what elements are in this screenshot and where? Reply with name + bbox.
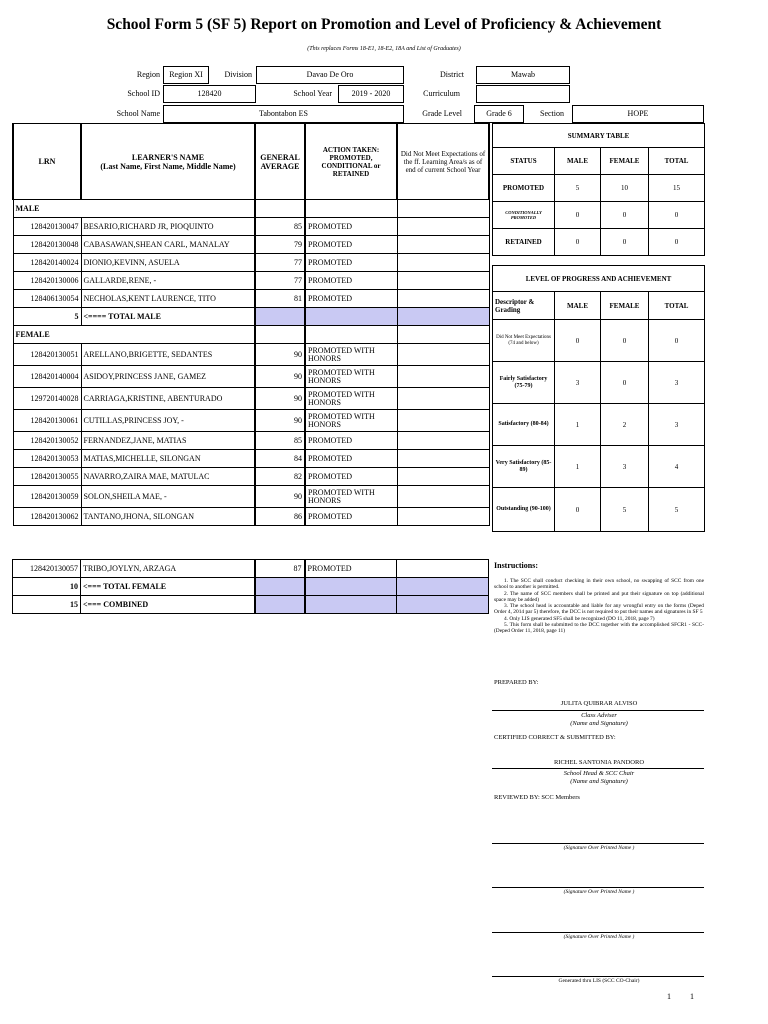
action-taken-cell: PROMOTED (305, 432, 397, 450)
lrn-cell: 128420130047 (13, 218, 81, 236)
form-subtitle: (This replaces Forms 18-E1, 18-E2, 18A and List of Graduates) (307, 46, 461, 52)
progress-female: 0 (601, 320, 649, 362)
total-female-count: 10 (13, 578, 81, 596)
progress-total: 3 (649, 404, 705, 446)
table-row (13, 272, 489, 290)
action-taken-cell: PROMOTED (305, 468, 397, 486)
not-met-cell (397, 290, 489, 308)
lrn-cell: 128420130051 (13, 344, 81, 366)
learner-name-cell: DIONIO,KEVINN, ASUELA (81, 254, 255, 272)
school-head-signature-line (492, 768, 704, 769)
general-average-cell: 90 (255, 486, 305, 508)
page-total: 1 (690, 992, 694, 1001)
general-average-cell: 79 (255, 236, 305, 254)
summary-status: RETAINED (493, 229, 555, 256)
table-row (13, 254, 489, 272)
learner-name-cell: NAVARRO,ZAIRA MAE, MATULAC (81, 468, 255, 486)
progress-male: 0 (555, 320, 601, 362)
not-met-cell (397, 468, 489, 486)
school-name-label: School Name (116, 109, 160, 118)
table-row (13, 450, 489, 468)
summary-total: 0 (649, 229, 705, 256)
lrn-cell: 128420130048 (13, 236, 81, 254)
not-met-cell (397, 388, 489, 410)
not-met-cell (397, 508, 489, 526)
school-name-value: Tabontabon ES (163, 105, 404, 123)
instructions-title: Instructions: (494, 561, 539, 570)
general-average-cell: 87 (255, 560, 305, 578)
learners-table (12, 123, 490, 526)
progress-title: LEVEL OF PROGRESS AND ACHIEVEMENT (493, 266, 705, 292)
adviser-role: Class Adviser (581, 712, 617, 719)
general-average-cell: 82 (255, 468, 305, 486)
table-row (13, 344, 489, 366)
not-met-cell (397, 486, 489, 508)
scc-member-signature-line (492, 932, 704, 933)
table-row (13, 290, 489, 308)
instruction-item: 5. This form shall be submitted to the DCC together with the accomplished SFCR1 - SCC- (Deped Order 11, 2018, page 11) (494, 622, 704, 635)
table-row (13, 218, 489, 236)
instruction-item: 3. The school head is accountable and liable for any wrongful entry on the forms (Deped Order 4, 2014 par 5) therefore, the DCC is not required to put their names and signatures in SF 5 (494, 603, 704, 616)
not-met-cell (397, 344, 489, 366)
total-female-label: <=== TOTAL FEMALE (81, 578, 255, 596)
instruction-item: 1. The SCC shall conduct checking in their own school, no swapping of SCC from one school to another is permitted. (494, 578, 704, 591)
not-met-cell (397, 236, 489, 254)
general-average-cell: 90 (255, 388, 305, 410)
lrn-cell: 128420130059 (13, 486, 81, 508)
progress-male: 1 (555, 404, 601, 446)
name-header-title: LEARNER'S NAME (131, 152, 205, 162)
combined-count: 15 (13, 596, 81, 614)
table-row (13, 366, 489, 388)
lrn-cell: 128420130053 (13, 450, 81, 468)
summary-col-female: FEMALE (601, 148, 649, 175)
name-header-sub: (Last Name, First Name, Middle Name) (100, 161, 236, 171)
grade-level-label: Grade Level (422, 109, 462, 118)
progress-total: 5 (649, 488, 705, 532)
progress-total: 0 (649, 320, 705, 362)
not-met-cell (397, 410, 489, 432)
progress-female: 2 (601, 404, 649, 446)
learner-name-cell: FERNANDEZ,JANE, MATIAS (81, 432, 255, 450)
lrn-cell: 128420140024 (13, 254, 81, 272)
progress-total: 4 (649, 446, 705, 488)
instruction-item: 2. The name of SCC members shall be printed and put their signature on top (additional space may be added) (494, 590, 704, 603)
summary-total: 0 (649, 202, 705, 229)
summary-female: 0 (601, 229, 649, 256)
summary-table (492, 123, 705, 256)
action-taken-cell: PROMOTED WITH HONORS (305, 344, 397, 366)
action-taken-cell: PROMOTED (305, 218, 397, 236)
general-average-cell: 86 (255, 508, 305, 526)
section-value: HOPE (572, 105, 704, 123)
generated-note: Generated thru LIS (SCC CO-Chair) (558, 978, 640, 984)
general-average-cell: 85 (255, 218, 305, 236)
not-met-cell (397, 272, 489, 290)
progress-col-descriptor: Descriptor & Grading (493, 292, 555, 320)
general-average-cell: 90 (255, 344, 305, 366)
action-taken-cell: PROMOTED (305, 254, 397, 272)
table-row (13, 432, 489, 450)
general-average-cell: 90 (255, 366, 305, 388)
scc-member-caption: (Signature Over Printed Name ) (563, 845, 635, 851)
not-met-header: Did Not Meet Expectations of the ff. Learning Area/s as of end of current School Year (397, 124, 489, 200)
learners-table-continued (12, 559, 489, 614)
learner-name-cell: TRIBO,JOYLYN, ARZAGA (81, 560, 255, 578)
division-value: Davao De Oro (256, 66, 404, 84)
lrn-cell: 128420130052 (13, 432, 81, 450)
learner-name-cell: TANTANO,JHONA, SILONGAN (81, 508, 255, 526)
progress-descriptor: Fairly Satisfactory (75-79) (493, 362, 555, 404)
scc-member-caption: (Signature Over Printed Name ) (563, 889, 635, 895)
adviser-signature-line (492, 710, 704, 711)
school-head-name: RICHEL SANTONIA PANDORO (553, 759, 645, 766)
table-row (13, 236, 489, 254)
not-met-cell (397, 218, 489, 236)
learner-name-cell: MATIAS,MICHELLE, SILONGAN (81, 450, 255, 468)
table-row (13, 468, 489, 486)
instruction-item: 4. Only LIS generated SF5 shall be recognized (DO 11, 2018, page 7) (504, 615, 655, 622)
school-year-value: 2019 - 2020 (338, 85, 404, 103)
curriculum-label: Curriculum (423, 89, 460, 98)
table-row (13, 410, 489, 432)
learner-name-cell: ARELLANO,BRIGETTE, SEDANTES (81, 344, 255, 366)
general-average-cell: 81 (255, 290, 305, 308)
progress-col-male: MALE (555, 292, 601, 320)
learner-name-cell: CARRIAGA,KRISTINE, ABENTURADO (81, 388, 255, 410)
lrn-cell: 128406130054 (13, 290, 81, 308)
progress-descriptor: Did Not Meet Expectations (74 and below) (493, 320, 555, 362)
progress-table (492, 265, 705, 532)
not-met-cell (397, 432, 489, 450)
section-label: Section (540, 109, 564, 118)
action-taken-cell: PROMOTED WITH HONORS (305, 410, 397, 432)
learner-name-cell: BESARIO,RICHARD JR, PIOQUINTO (81, 218, 255, 236)
general-average-cell: 85 (255, 432, 305, 450)
school-id-value: 128420 (163, 85, 256, 103)
table-row (13, 388, 489, 410)
lrn-cell: 128420140004 (13, 366, 81, 388)
table-row (13, 508, 489, 526)
lrn-cell: 128420130006 (13, 272, 81, 290)
summary-col-status: STATUS (493, 148, 555, 175)
action-taken-cell: PROMOTED (305, 236, 397, 254)
progress-col-total: TOTAL (649, 292, 705, 320)
summary-male: 0 (555, 229, 601, 256)
certified-label: CERTIFIED CORRECT & SUBMITTED BY: (494, 734, 616, 741)
progress-male: 3 (555, 362, 601, 404)
learner-name-cell: SOLON,SHEILA MAE, - (81, 486, 255, 508)
not-met-cell (397, 254, 489, 272)
adviser-sub: (Name and Signature) (570, 720, 628, 727)
generated-signature-line (492, 976, 704, 977)
action-header: ACTION TAKEN: PROMOTED, CONDITIONAL or RETAINED (305, 124, 397, 200)
summary-total: 15 (649, 175, 705, 202)
summary-female: 10 (601, 175, 649, 202)
summary-status: PROMOTED (493, 175, 555, 202)
female-section-label: FEMALE (13, 326, 255, 344)
summary-col-male: MALE (555, 148, 601, 175)
table-row (13, 486, 489, 508)
scc-member-signature-line (492, 887, 704, 888)
school-year-label: School Year (293, 89, 332, 98)
lrn-cell: 128420130061 (13, 410, 81, 432)
summary-status: CONDITIONALLY PROMOTED (493, 202, 555, 229)
learner-name-cell: ASIDOY,PRINCESS JANE, GAMEZ (81, 366, 255, 388)
adviser-name: JULITA QUIBRAR ALVISO (560, 700, 638, 707)
progress-total: 3 (649, 362, 705, 404)
instructions-list (494, 578, 704, 635)
summary-male: 5 (555, 175, 601, 202)
lrn-cell: 128420130055 (13, 468, 81, 486)
average-header: GENERAL AVERAGE (255, 124, 305, 200)
action-taken-cell: PROMOTED (305, 290, 397, 308)
summary-male: 0 (555, 202, 601, 229)
combined-label: <=== COMBINED (81, 596, 255, 614)
table-row (13, 560, 489, 578)
general-average-cell: 77 (255, 272, 305, 290)
lrn-header: LRN (13, 124, 81, 200)
form-title: School Form 5 (SF 5) Report on Promotion and Level of Proficiency & Achievement (106, 16, 662, 33)
curriculum-value (476, 85, 570, 103)
not-met-cell (397, 560, 489, 578)
action-taken-cell: PROMOTED (305, 560, 397, 578)
progress-descriptor: Very Satisfactory (85-89) (493, 446, 555, 488)
progress-col-female: FEMALE (601, 292, 649, 320)
progress-male: 0 (555, 488, 601, 532)
learner-name-cell: CABASAWAN,SHEAN CARL, MANALAY (81, 236, 255, 254)
learner-name-cell: CUTILLAS,PRINCESS JOY, - (81, 410, 255, 432)
name-header (81, 124, 255, 200)
general-average-cell: 90 (255, 410, 305, 432)
progress-descriptor: Outstanding (90-100) (493, 488, 555, 532)
page-number: 1 (667, 992, 671, 1001)
progress-female: 5 (601, 488, 649, 532)
learner-name-cell: GALLARDE,RENE, - (81, 272, 255, 290)
action-taken-cell: PROMOTED (305, 508, 397, 526)
district-label: District (440, 70, 464, 79)
action-taken-cell: PROMOTED WITH HONORS (305, 366, 397, 388)
scc-member-caption: (Signature Over Printed Name ) (563, 934, 635, 940)
reviewed-by-label: REVIEWED BY: SCC Members (494, 794, 580, 801)
action-taken-cell: PROMOTED WITH HONORS (305, 486, 397, 508)
lrn-cell: 128420130062 (13, 508, 81, 526)
total-male-count: 5 (13, 308, 81, 326)
learner-name-cell: NECHOLAS,KENT LAURENCE, TITO (81, 290, 255, 308)
general-average-cell: 84 (255, 450, 305, 468)
lrn-cell: 128420130057 (13, 560, 81, 578)
total-male-label: <==== TOTAL MALE (81, 308, 255, 326)
school-head-sub: (Name and Signature) (570, 778, 628, 785)
male-section-label: MALE (13, 200, 255, 218)
progress-male: 1 (555, 446, 601, 488)
progress-female: 3 (601, 446, 649, 488)
action-taken-cell: PROMOTED (305, 450, 397, 468)
summary-female: 0 (601, 202, 649, 229)
summary-title: SUMMARY TABLE (493, 124, 705, 148)
region-value: Region XI (163, 66, 209, 84)
action-taken-cell: PROMOTED WITH HONORS (305, 388, 397, 410)
prepared-by-label: PREPARED BY: (494, 679, 539, 686)
school-head-role: School Head & SCC Chair (563, 770, 635, 777)
school-id-label: School ID (127, 89, 160, 98)
not-met-cell (397, 366, 489, 388)
not-met-cell (397, 450, 489, 468)
progress-descriptor: Satisfactory (80-84) (493, 404, 555, 446)
district-value: Mawab (476, 66, 570, 84)
general-average-cell: 77 (255, 254, 305, 272)
division-label: Division (224, 70, 252, 79)
region-label: Region (136, 70, 160, 79)
summary-col-total: TOTAL (649, 148, 705, 175)
progress-female: 0 (601, 362, 649, 404)
lrn-cell: 129720140028 (13, 388, 81, 410)
action-taken-cell: PROMOTED (305, 272, 397, 290)
scc-member-signature-line (492, 843, 704, 844)
grade-level-value: Grade 6 (474, 105, 524, 123)
